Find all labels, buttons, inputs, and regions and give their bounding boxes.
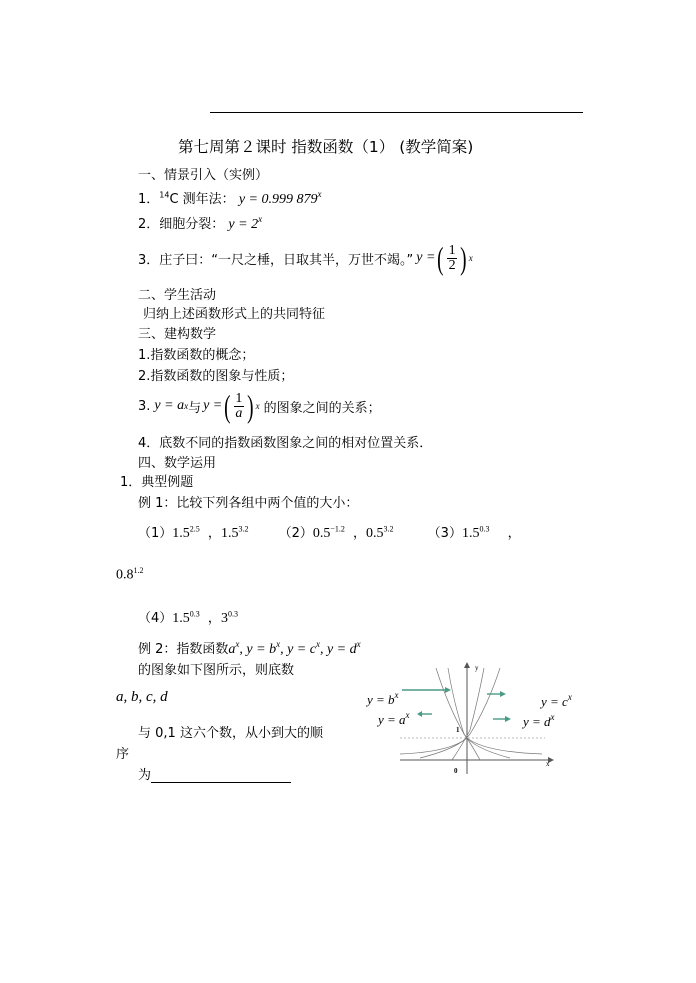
half-denominator: 2 <box>448 257 456 273</box>
sec1-item2-text: 2．细胞分裂： <box>138 217 225 232</box>
ex1-title: 例 1：比较下列各组中两个值的大小： <box>138 496 359 511</box>
section-2-heading: 二、学生活动 <box>138 288 217 303</box>
recip-numerator: 1 <box>235 390 243 406</box>
label-yb <box>367 690 399 708</box>
curve-d <box>420 668 500 758</box>
ex1-p3b-exp: 1.2 <box>133 566 144 575</box>
ex2-line4: 与 0,1 这六个数，从小到大的顺 <box>138 726 323 741</box>
and-text: 与 <box>188 400 202 416</box>
ex1-p1b-exp: 3.2 <box>238 524 249 534</box>
ex1-row2 <box>116 566 144 583</box>
ex1-p2a-exp: −1.2 <box>330 524 345 534</box>
ex1-sep2: ， <box>353 526 367 541</box>
sec2-line: 归纳上述函数形式上的共同特征 <box>143 307 326 322</box>
ex1-p4b: 3 <box>220 611 228 626</box>
ex1-sep3: ， <box>507 526 521 541</box>
recip-denominator: a <box>235 405 243 421</box>
carbon-formula: y = 0.999 879 <box>238 192 318 207</box>
section-1-heading: 一、情景引入（实例） <box>138 168 269 183</box>
ex1-p3-label: （3） <box>427 526 462 541</box>
right-paren: ) <box>460 240 467 276</box>
ex2-func-d: , y = d <box>319 642 357 657</box>
label-yb-exp: x <box>394 690 399 700</box>
ex1-p1b: 1.5 <box>220 526 239 541</box>
cell-formula: y = 2 <box>228 217 259 232</box>
ex2-func-c: , y = c <box>280 642 316 657</box>
ex2-exp-b: x <box>276 639 281 649</box>
ex2-exp-c: x <box>315 639 320 649</box>
ex1-p4a: 1.5 <box>172 611 190 626</box>
recip-formula-exp: x <box>255 401 260 411</box>
arrow-group <box>402 687 511 722</box>
ex1-p1a-exp: 2.5 <box>189 524 200 534</box>
header-rule <box>210 112 583 113</box>
ex2-func-a: a <box>228 642 236 657</box>
ex2-line6-text: 为 <box>138 768 152 783</box>
sec1-item3 <box>138 238 473 278</box>
curve-a <box>436 668 510 758</box>
sec1-item2 <box>138 213 262 233</box>
sec1-item1-text: C 测年法： <box>169 192 235 207</box>
label-yc-text: y = c <box>541 694 568 709</box>
ex1-p1a: 1.5 <box>172 526 190 541</box>
arrow-c-head <box>500 691 506 697</box>
answer-blank[interactable] <box>151 768 291 783</box>
label-ya <box>378 710 410 728</box>
ex2-vars: a, b, c, d <box>116 689 168 705</box>
ex2-title-text: 例 2：指数函数 <box>138 642 229 657</box>
label-ya-exp: x <box>405 710 410 720</box>
sec3-item3 <box>138 384 381 428</box>
ex1-p2-label: （2） <box>278 526 313 541</box>
recip-fraction <box>234 392 244 421</box>
carbon-formula-exp: x <box>317 189 322 199</box>
ex1-p2b-exp: 3.2 <box>383 524 394 534</box>
ex2-exp-d: x <box>356 639 361 649</box>
sec1-item3-text: 3．庄子曰：“一尺之棰，日取其半，万世不竭。” <box>138 252 414 268</box>
sec3-item4: 4．底数不同的指数函数图象之间的相对位置关系． <box>138 436 433 451</box>
ex2-line2: 的图象如下图所示，则底数 <box>138 663 295 678</box>
label-yc <box>541 692 572 710</box>
left-paren-2: ( <box>224 388 231 424</box>
label-yd-exp: x <box>550 712 555 722</box>
y-axis-label: y <box>475 664 479 672</box>
label-yd-text: y = d <box>523 714 551 729</box>
label-ya-text: y = a <box>378 712 406 727</box>
sec4-sub: 1．典型例题 <box>120 475 194 490</box>
ex1-row3 <box>138 607 238 627</box>
arrow-b-head <box>445 687 451 693</box>
ex1-p1-label: （1） <box>138 526 173 541</box>
ex2-exp-a: x <box>235 639 240 649</box>
origin-label: 0 <box>454 767 458 775</box>
ex1-p3b: 0.8 <box>116 567 134 583</box>
arrow-d-head <box>505 716 511 722</box>
section-3-heading: 三、建构数学 <box>138 327 217 342</box>
arrow-a-head <box>417 711 422 717</box>
recip-formula-y: y = <box>203 398 223 413</box>
ex2-func-b: , y = b <box>239 642 277 657</box>
decay-curve-2 <box>400 738 467 754</box>
right-paren-2: ) <box>247 388 254 424</box>
curve-c <box>452 668 484 760</box>
ax-formula-exp: x <box>184 401 189 411</box>
ex2-line5: 序 <box>116 747 130 762</box>
half-numerator: 1 <box>448 242 456 258</box>
zhuangzi-formula-y: y = <box>416 250 436 265</box>
left-paren: ( <box>437 240 444 276</box>
sec1-item1 <box>138 188 322 208</box>
ex1-p4-label: （4） <box>138 611 173 626</box>
sec1-item1-num: 1． <box>138 192 160 207</box>
cell-formula-exp: x <box>258 214 263 224</box>
sec3-item3-tail: 的图象之间的关系； <box>263 400 381 416</box>
half-fraction <box>447 244 457 273</box>
c14-sup: 14 <box>159 190 170 200</box>
page-title: 第七周第２课时 指数函数（1） (教学简案) <box>178 138 474 156</box>
ex1-sep1: ， <box>207 526 221 541</box>
sec3-item3-num: 3. <box>138 398 151 414</box>
section-4-heading: 四、数学运用 <box>138 456 217 471</box>
ex1-row1 <box>138 522 521 542</box>
ex1-p3a: 1.5 <box>461 526 480 541</box>
label-yd <box>523 712 555 730</box>
ex1-p2a: 0.5 <box>312 526 331 541</box>
sec3-item1: 1.指数函数的概念； <box>138 348 255 363</box>
y-axis-arrow <box>464 662 470 668</box>
sec3-item2: 2.指数函数的图象与性质； <box>138 369 294 384</box>
ex1-sep4: ， <box>207 611 221 626</box>
curve-b <box>448 668 480 760</box>
ex1-p2b: 0.5 <box>366 526 384 541</box>
x-axis-label: x <box>546 760 550 768</box>
zhuangzi-formula-exp: x <box>468 253 473 263</box>
ax-formula: y = a <box>154 398 185 413</box>
ex1-p4b-exp: 0.3 <box>227 609 238 619</box>
ex2-title <box>138 638 361 658</box>
label-yc-exp: x <box>567 692 572 702</box>
ex2-line6 <box>138 764 291 783</box>
one-label: 1 <box>456 726 460 734</box>
label-yb-text: y = b <box>367 692 395 707</box>
ex1-p3a-exp: 0.3 <box>479 524 490 534</box>
ex1-p4a-exp: 0.3 <box>189 609 200 619</box>
